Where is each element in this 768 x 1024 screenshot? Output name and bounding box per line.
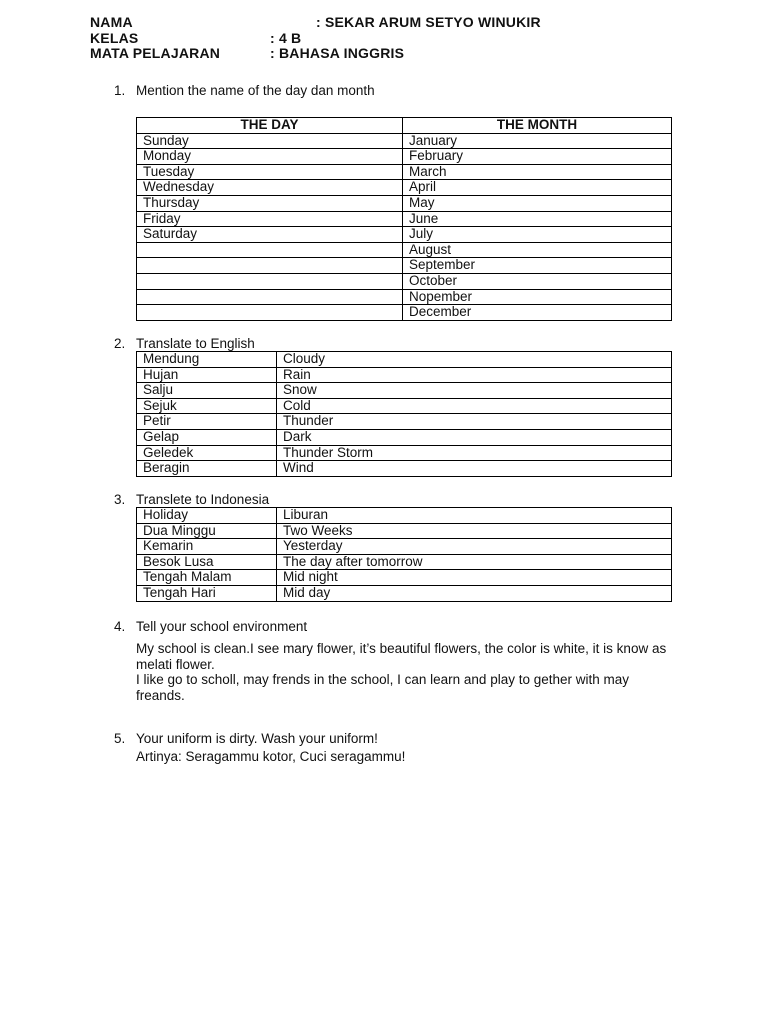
- source-word-cell: Hujan: [137, 367, 277, 383]
- col-header-month: THE MONTH: [403, 118, 672, 134]
- month-cell: January: [403, 133, 672, 149]
- month-cell: February: [403, 149, 672, 165]
- table-row: [137, 305, 672, 321]
- month-cell: September: [403, 258, 672, 274]
- translate-english-table: [136, 351, 672, 477]
- source-word-cell: Beragin: [137, 461, 277, 477]
- q2-number: 2.: [114, 336, 126, 351]
- day-cell: [137, 242, 403, 258]
- q1-text: Mention the name of the day dan month: [136, 83, 375, 98]
- table-row: [137, 523, 672, 539]
- table-row: [137, 398, 672, 414]
- mapel-value: : BAHASA INGGRIS: [270, 45, 405, 61]
- kelas-value: : 4 B: [270, 30, 302, 46]
- nama-label: NAMA: [90, 14, 133, 30]
- day-cell: Friday: [137, 211, 403, 227]
- source-word-cell: Holiday: [137, 508, 277, 524]
- month-cell: December: [403, 305, 672, 321]
- q2-text: Translate to English: [136, 336, 255, 351]
- month-cell: May: [403, 195, 672, 211]
- day-cell: Monday: [137, 149, 403, 165]
- table-row: [137, 539, 672, 555]
- table-row: [137, 227, 672, 243]
- month-cell: June: [403, 211, 672, 227]
- day-month-table: [136, 117, 672, 321]
- month-cell: August: [403, 242, 672, 258]
- month-cell: March: [403, 164, 672, 180]
- table-row: [137, 195, 672, 211]
- table-row: [137, 445, 672, 461]
- q4-paragraph-1: My school is clean.I see mary flower, it’s beautiful flowers, the color is white, it is know as melati flower.: [136, 641, 667, 672]
- day-cell: [137, 273, 403, 289]
- source-word-cell: Mendung: [137, 352, 277, 368]
- day-cell: Sunday: [137, 133, 403, 149]
- q5-number: 5.: [114, 731, 126, 746]
- source-word-cell: Geledek: [137, 445, 277, 461]
- day-cell: Saturday: [137, 227, 403, 243]
- translation-cell: Mid day: [277, 585, 672, 601]
- source-word-cell: Tengah Malam: [137, 570, 277, 586]
- translation-cell: The day after tomorrow: [277, 554, 672, 570]
- translate-indonesia-table: [136, 507, 672, 602]
- col-header-day: THE DAY: [137, 118, 403, 134]
- table-header-row: [137, 118, 672, 134]
- translation-cell: Cloudy: [277, 352, 672, 368]
- day-cell: Thursday: [137, 195, 403, 211]
- translation-cell: Liburan: [277, 508, 672, 524]
- translation-cell: Thunder Storm: [277, 445, 672, 461]
- translation-cell: Yesterday: [277, 539, 672, 555]
- table-row: [137, 164, 672, 180]
- month-cell: Nopember: [403, 289, 672, 305]
- table-row: [137, 258, 672, 274]
- source-word-cell: Tengah Hari: [137, 585, 277, 601]
- month-cell: April: [403, 180, 672, 196]
- table-row: [137, 242, 672, 258]
- q4-number: 4.: [114, 619, 126, 634]
- kelas-label: KELAS: [90, 30, 139, 46]
- source-word-cell: Sejuk: [137, 398, 277, 414]
- source-word-cell: Gelap: [137, 429, 277, 445]
- table-row: [137, 461, 672, 477]
- day-cell: Wednesday: [137, 180, 403, 196]
- table-row: [137, 289, 672, 305]
- translation-cell: Thunder: [277, 414, 672, 430]
- source-word-cell: Dua Minggu: [137, 523, 277, 539]
- day-cell: Tuesday: [137, 164, 403, 180]
- table-row: [137, 383, 672, 399]
- q4-text: Tell your school environment: [136, 619, 308, 634]
- day-cell: [137, 258, 403, 274]
- translation-cell: Dark: [277, 429, 672, 445]
- source-word-cell: Petir: [137, 414, 277, 430]
- month-cell: October: [403, 273, 672, 289]
- nama-value: : SEKAR ARUM SETYO WINUKIR: [316, 14, 541, 30]
- table-row: [137, 554, 672, 570]
- translation-cell: Cold: [277, 398, 672, 414]
- table-row: [137, 211, 672, 227]
- table-row: [137, 133, 672, 149]
- table-row: [137, 570, 672, 586]
- table-row: [137, 352, 672, 368]
- table-row: [137, 149, 672, 165]
- month-cell: July: [403, 227, 672, 243]
- day-cell: [137, 305, 403, 321]
- mapel-label: MATA PELAJARAN: [90, 45, 221, 61]
- table-row: [137, 273, 672, 289]
- table-row: [137, 508, 672, 524]
- table-row: [137, 180, 672, 196]
- table-row: [137, 585, 672, 601]
- translation-cell: Two Weeks: [277, 523, 672, 539]
- translation-cell: Wind: [277, 461, 672, 477]
- q3-number: 3.: [114, 492, 126, 507]
- q4-paragraph-2: I like go to scholl, may frends in the school, I can learn and play to gether with may freands.: [136, 672, 630, 703]
- source-word-cell: Besok Lusa: [137, 554, 277, 570]
- translation-cell: Mid night: [277, 570, 672, 586]
- table-row: [137, 414, 672, 430]
- q5-text: Your uniform is dirty. Wash your uniform!: [136, 731, 378, 746]
- table-row: [137, 367, 672, 383]
- q5-answer: Artinya: Seragammu kotor, Cuci seragammu!: [136, 749, 406, 764]
- translation-cell: Rain: [277, 367, 672, 383]
- q1-number: 1.: [114, 83, 126, 98]
- translation-cell: Snow: [277, 383, 672, 399]
- table-row: [137, 429, 672, 445]
- q3-text: Translete to Indonesia: [136, 492, 270, 507]
- day-cell: [137, 289, 403, 305]
- source-word-cell: Kemarin: [137, 539, 277, 555]
- source-word-cell: Salju: [137, 383, 277, 399]
